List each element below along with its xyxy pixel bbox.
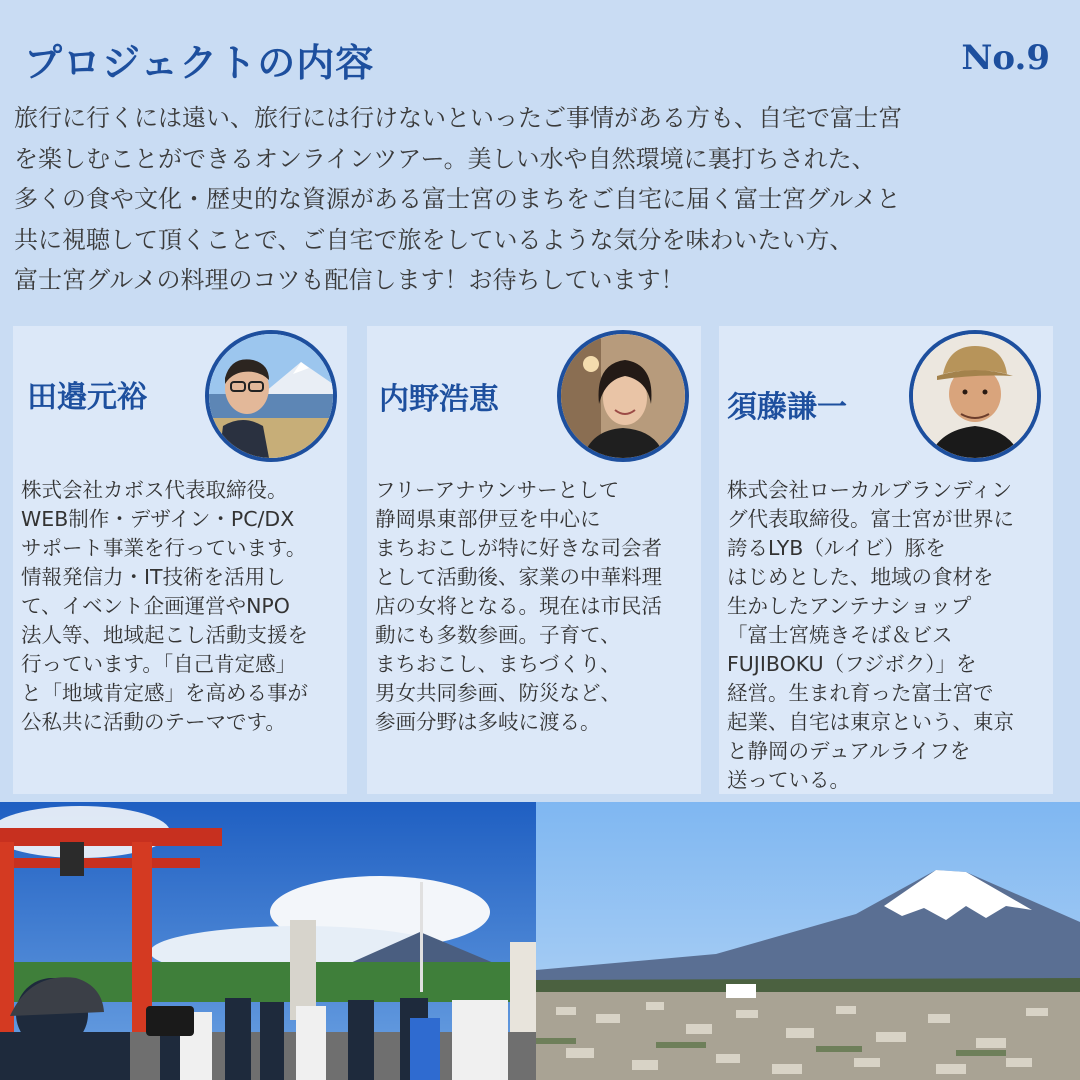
member-name: 田邉元裕 (27, 380, 147, 415)
bio-line: 生かしたアンテナショップ (727, 594, 972, 618)
bio-line: 法人等、地域起こし活動支援を (21, 623, 308, 647)
fuji-city-photo (536, 802, 1080, 1080)
bio-line: まちおこしが特に好きな司会者 (375, 536, 662, 560)
intro-line: 旅行に行くには遠い、旅行には行けないといったご事情がある方も、自宅で富士宮 (14, 104, 902, 132)
bio-line: フリーアナウンサーとして (375, 478, 620, 502)
bio-line: 店の女将となる。現在は市民活 (375, 594, 662, 618)
intro-line: 共に視聴して頂くことで、ご自宅で旅をしているような気分を味わいたい方、 (14, 225, 854, 254)
portrait-image (913, 334, 1037, 458)
bio-line: サポート事業を行っています。 (21, 536, 307, 560)
bio-line: 株式会社ローカルブランディン (727, 478, 1012, 502)
bio-line: 動にも多数参画。子育て、 (375, 623, 621, 647)
bio-line: 情報発信力・IT技術を活用し (21, 565, 286, 589)
intro-line: 多くの食や文化・歴史的な資源がある富士宮のまちをご自宅に届く富士宮グルメと (14, 185, 901, 213)
page-number: No.9 (961, 38, 1050, 78)
bio-line: 静岡県東部伊豆を中心に (375, 507, 601, 531)
portrait-image (209, 334, 333, 458)
member-bio (727, 476, 1047, 795)
member-photo (557, 330, 689, 462)
bio-line: と「地域肯定感」を高める事が (21, 681, 308, 705)
bio-line: として活動後、家業の中華料理 (375, 565, 662, 589)
bio-line: まちおこし、まちづくり、 (375, 652, 621, 676)
bio-line: FUJIBOKU（フジボク）」を (727, 652, 977, 676)
intro-line: を楽しむことができるオンラインツアー。美しい水や自然環境に裏打ちされた、 (14, 144, 876, 173)
member-photo (205, 330, 337, 462)
bio-line: 株式会社カボス代表取締役。 (21, 478, 288, 502)
member-card-1 (13, 326, 347, 794)
member-card-3 (719, 326, 1053, 794)
member-name: 内野浩恵 (379, 382, 499, 417)
bio-line: て、イベント企画運営やNPO (21, 594, 290, 618)
bio-line: WEB制作・デザイン・PC/DX (21, 507, 295, 531)
page-title: プロジェクトの内容 (24, 41, 375, 85)
member-photo (909, 330, 1041, 462)
bio-line: はじめとした、地域の食材を (727, 565, 994, 589)
bio-line: 「富士宮焼きそば＆ビス (727, 623, 953, 647)
bio-line: 誇るLYB（ルイビ）豚を (727, 536, 946, 560)
bio-line: 送っている。 (727, 768, 850, 792)
bio-line: 公私共に活動のテーマです。 (21, 710, 286, 734)
intro-line: 富士宮グルメの料理のコツも配信します！お待ちしています！ (14, 266, 685, 294)
fuji-photo-image (536, 802, 1080, 1080)
bio-line: 男女共同参画、防災など、 (375, 681, 621, 705)
bio-line: 行っています。「自己肯定感」 (21, 652, 297, 676)
member-name: 須藤謙一 (727, 390, 847, 425)
shrine-group-photo (0, 802, 536, 1080)
bio-line: グ代表取締役。富士宮が世界に (727, 507, 1014, 531)
intro-text (14, 98, 1070, 301)
member-bio (21, 476, 341, 737)
bio-line: 参画分野は多岐に渡る。 (375, 710, 601, 734)
bio-line: と静岡のデュアルライフを (727, 739, 971, 763)
portrait-image (561, 334, 685, 458)
member-bio (375, 476, 695, 737)
member-card-2 (367, 326, 701, 794)
bio-line: 起業、自宅は東京という、東京 (727, 710, 1014, 734)
bio-line: 経営。生まれ育った富士宮で (727, 681, 994, 705)
shrine-photo-image (0, 802, 536, 1080)
